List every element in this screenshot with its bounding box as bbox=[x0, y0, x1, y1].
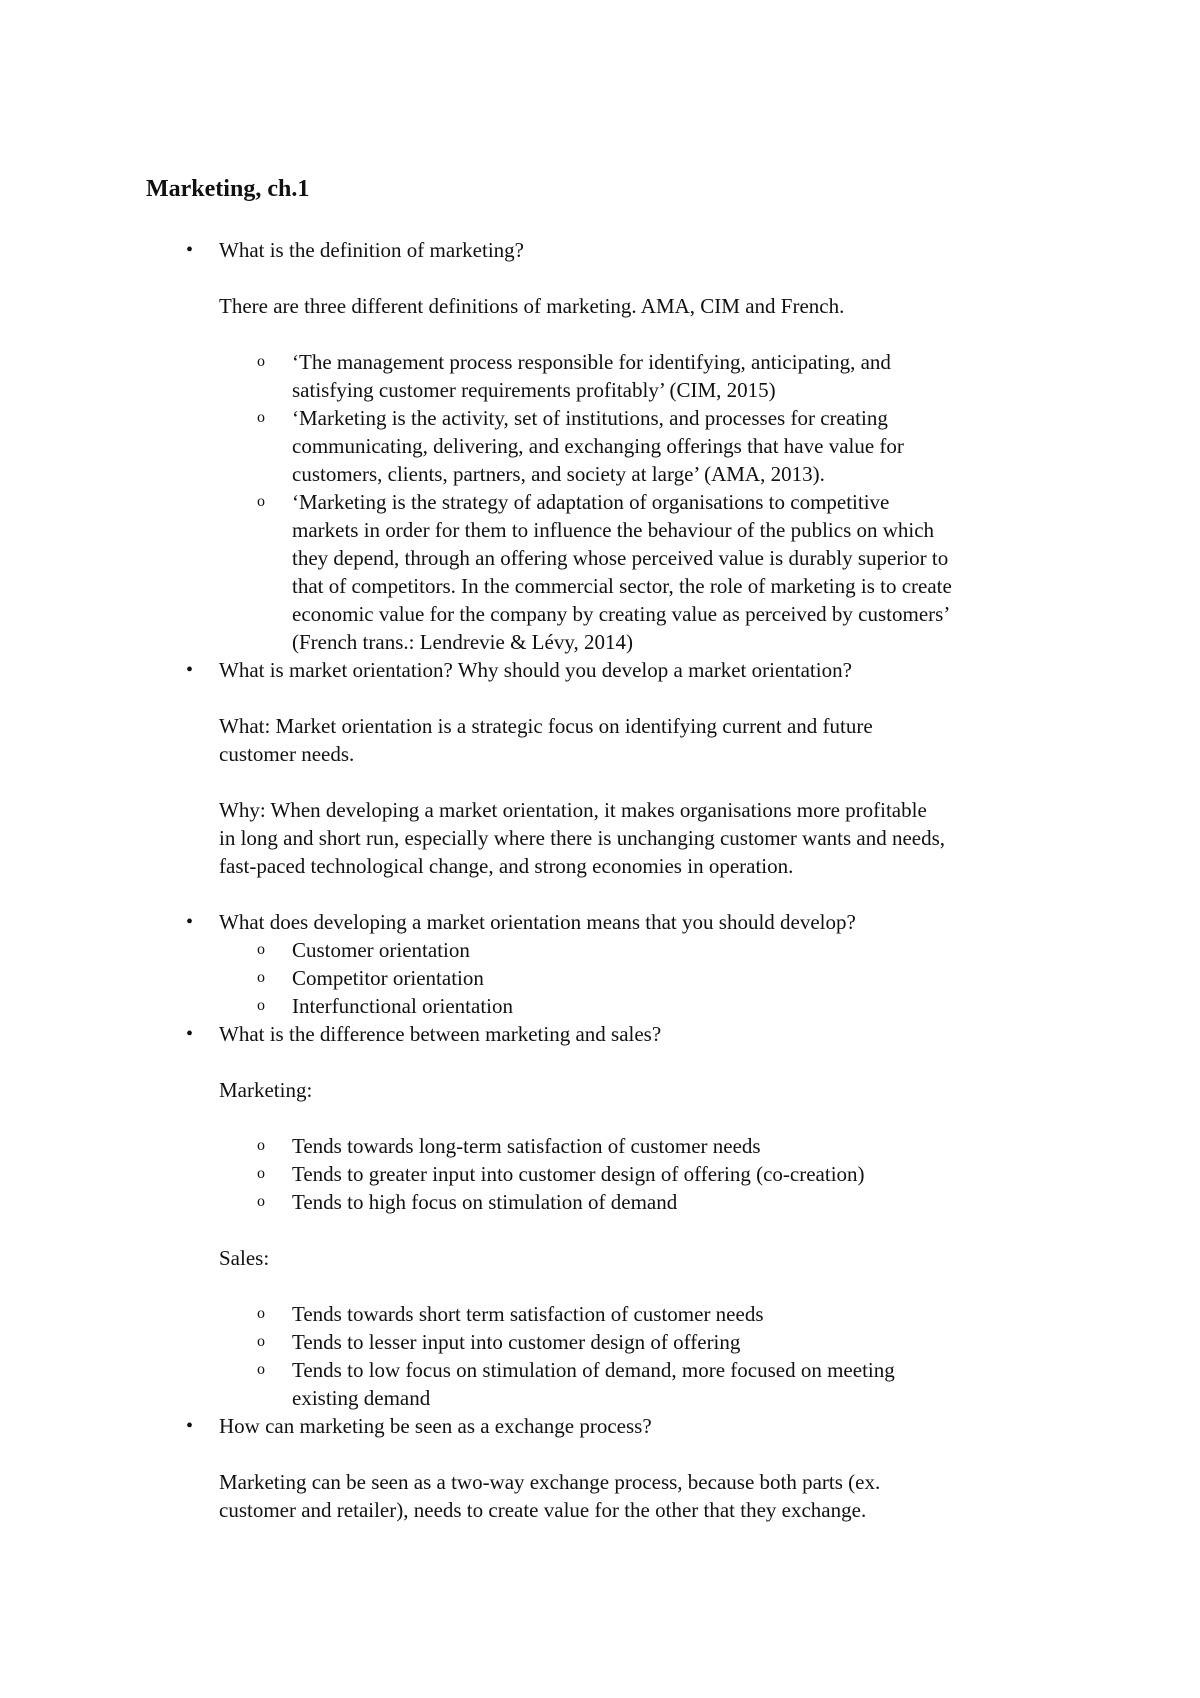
list-item: Tends towards short term satisfaction of customer needs bbox=[292, 1302, 764, 1326]
sub-bullet-icon: o bbox=[257, 997, 265, 1014]
sub-bullet-icon: o bbox=[257, 969, 265, 986]
sub-bullet-icon: o bbox=[257, 1137, 265, 1154]
sub-bullet-icon: o bbox=[257, 1165, 265, 1182]
answer-why-line: fast-paced technological change, and strong economies in operation. bbox=[219, 854, 794, 878]
list-item: Tends to greater input into customer design of offering (co-creation) bbox=[292, 1162, 865, 1186]
answer-exchange-line: customer and retailer), needs to create value for the other that they exchange. bbox=[219, 1498, 867, 1522]
definition-ama-line: customers, clients, partners, and society at large’ (AMA, 2013). bbox=[292, 462, 825, 486]
list-item: existing demand bbox=[292, 1386, 431, 1410]
list-item: Tends towards long-term satisfaction of customer needs bbox=[292, 1134, 761, 1158]
answer-what-line: customer needs. bbox=[219, 742, 355, 766]
question-exchange-process: How can marketing be seen as a exchange process? bbox=[219, 1414, 652, 1438]
sub-bullet-icon: o bbox=[257, 353, 265, 370]
definition-french-line: markets in order for them to influence the behaviour of the publics on which bbox=[292, 518, 935, 542]
definition-ama-line: communicating, delivering, and exchanging offerings that have value for bbox=[292, 434, 904, 458]
question-develop: What does developing a market orientation means that you should develop? bbox=[219, 910, 856, 934]
definition-french-line: (French trans.: Lendrevie & Lévy, 2014) bbox=[292, 630, 633, 654]
answer-why-line: Why: When developing a market orientation, it makes organisations more profitable bbox=[219, 798, 927, 822]
answer-exchange-line: Marketing can be seen as a two-way exchange process, because both parts (ex. bbox=[219, 1470, 881, 1494]
bullet-icon: • bbox=[186, 1023, 194, 1045]
sub-bullet-icon: o bbox=[257, 493, 265, 510]
list-item: Competitor orientation bbox=[292, 966, 484, 990]
answer-why-line: in long and short run, especially where there is unchanging customer wants and needs, bbox=[219, 826, 946, 850]
list-item: Tends to lesser input into customer design of offering bbox=[292, 1330, 741, 1354]
definition-french-line: economic value for the company by creating value as perceived by customers’ bbox=[292, 602, 951, 626]
sub-bullet-icon: o bbox=[257, 409, 265, 426]
definition-french-line: they depend, through an offering whose perceived value is durably superior to bbox=[292, 546, 949, 570]
bullet-icon: • bbox=[186, 1415, 194, 1437]
definition-french-line: that of competitors. In the commercial sector, the role of marketing is to create bbox=[292, 574, 952, 598]
marketing-label: Marketing: bbox=[219, 1078, 313, 1102]
bullet-icon: • bbox=[186, 911, 194, 933]
definition-french-line: ‘Marketing is the strategy of adaptation of organisations to competitive bbox=[292, 490, 890, 514]
definition-intro: There are three different definitions of marketing. AMA, CIM and French. bbox=[219, 294, 845, 318]
question-marketing-vs-sales: What is the difference between marketing and sales? bbox=[219, 1022, 662, 1046]
bullet-icon: • bbox=[186, 239, 194, 261]
definition-cim-line: ‘The management process responsible for identifying, anticipating, and bbox=[292, 350, 891, 374]
sub-bullet-icon: o bbox=[257, 941, 265, 958]
sub-bullet-icon: o bbox=[257, 1333, 265, 1350]
list-item: Customer orientation bbox=[292, 938, 470, 962]
list-item: Tends to high focus on stimulation of demand bbox=[292, 1190, 678, 1214]
sub-bullet-icon: o bbox=[257, 1305, 265, 1322]
question-definition: What is the definition of marketing? bbox=[219, 238, 524, 262]
sub-bullet-icon: o bbox=[257, 1361, 265, 1378]
sales-label: Sales: bbox=[219, 1246, 270, 1270]
question-market-orientation: What is market orientation? Why should you develop a market orientation? bbox=[219, 658, 852, 682]
answer-what-line: What: Market orientation is a strategic focus on identifying current and future bbox=[219, 714, 873, 738]
page-title: Marketing, ch.1 bbox=[146, 176, 310, 202]
list-item: Interfunctional orientation bbox=[292, 994, 514, 1018]
bullet-icon: • bbox=[186, 659, 194, 681]
sub-bullet-icon: o bbox=[257, 1193, 265, 1210]
definition-cim-line: satisfying customer requirements profitably’ (CIM, 2015) bbox=[292, 378, 776, 402]
definition-ama-line: ‘Marketing is the activity, set of institutions, and processes for creating bbox=[292, 406, 888, 430]
list-item: Tends to low focus on stimulation of demand, more focused on meeting bbox=[292, 1358, 895, 1382]
